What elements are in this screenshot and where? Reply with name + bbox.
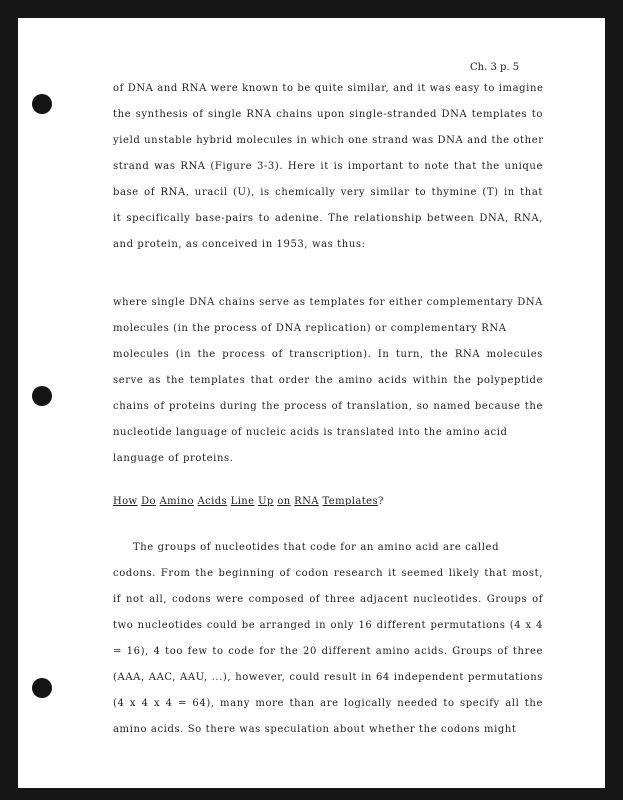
text-line: it specifically base-pairs to adenine. The relationship between DNA, RNA, <box>113 213 543 224</box>
heading-word: How <box>113 496 138 507</box>
text-line: = 16), 4 too few to code for the 20 different amino acids. Groups of three <box>113 646 543 657</box>
text-line: base of RNA, uracil (U), is chemically very similar to thymine (T) in that <box>113 187 543 198</box>
heading-word: Line <box>230 496 255 507</box>
punch-hole <box>32 94 52 114</box>
section-heading <box>113 496 384 507</box>
text-line: two nucleotides could be arranged in only 16 different permutations (4 x 4 <box>113 620 543 631</box>
heading-word: Acids <box>197 496 228 507</box>
text-line: serve as the templates that order the amino acids within the polypeptide <box>113 375 543 386</box>
text-line: nucleotide language of nucleic acids is translated into the amino acid <box>113 427 508 438</box>
text-line: and protein, as conceived in 1953, was thus: <box>113 239 366 250</box>
text-line: the synthesis of single RNA chains upon single-stranded DNA templates to <box>113 109 543 120</box>
text-line: molecules (in the process of DNA replication) or complementary RNA <box>113 323 507 334</box>
text-line: molecules (in the process of transcription). In turn, the RNA molecules <box>113 349 543 360</box>
text-line: (4 x 4 x 4 = 64), many more than are logically needed to specify all the <box>113 698 543 709</box>
heading-word: Amino <box>159 496 194 507</box>
text-line: strand was RNA (Figure 3-3). Here it is important to note that the unique <box>113 161 543 172</box>
text-line: chains of proteins during the process of translation, so named because the <box>113 401 543 412</box>
heading-word: Up <box>258 496 274 507</box>
document-page <box>18 18 605 788</box>
text-line: amino acids. So there was speculation about whether the codons might <box>113 724 517 735</box>
heading-word: Templates <box>322 496 378 507</box>
text-line: language of proteins. <box>113 453 234 464</box>
text-line: if not all, codons were composed of three adjacent nucleotides. Groups of <box>113 594 543 605</box>
punch-hole <box>32 678 52 698</box>
heading-word: Do <box>141 496 156 507</box>
text-line: The groups of nucleotides that code for an amino acid are called <box>133 542 500 553</box>
text-line: (AAA, AAC, AAU, ...), however, could result in 64 independent permutations <box>113 672 543 683</box>
heading-question-mark: ? <box>378 496 384 507</box>
text-line: codons. From the beginning of codon research it seemed likely that most, <box>113 568 543 579</box>
heading-word: on <box>277 496 291 507</box>
heading-word: RNA <box>294 496 319 507</box>
text-line: where single DNA chains serve as templates for either complementary DNA <box>113 297 543 308</box>
page-number-header: Ch. 3 p. 5 <box>470 62 520 73</box>
text-line: yield unstable hybrid molecules in which one strand was DNA and the other <box>113 135 544 146</box>
text-line: of DNA and RNA were known to be quite similar, and it was easy to imagine <box>113 83 544 94</box>
punch-hole <box>32 386 52 406</box>
